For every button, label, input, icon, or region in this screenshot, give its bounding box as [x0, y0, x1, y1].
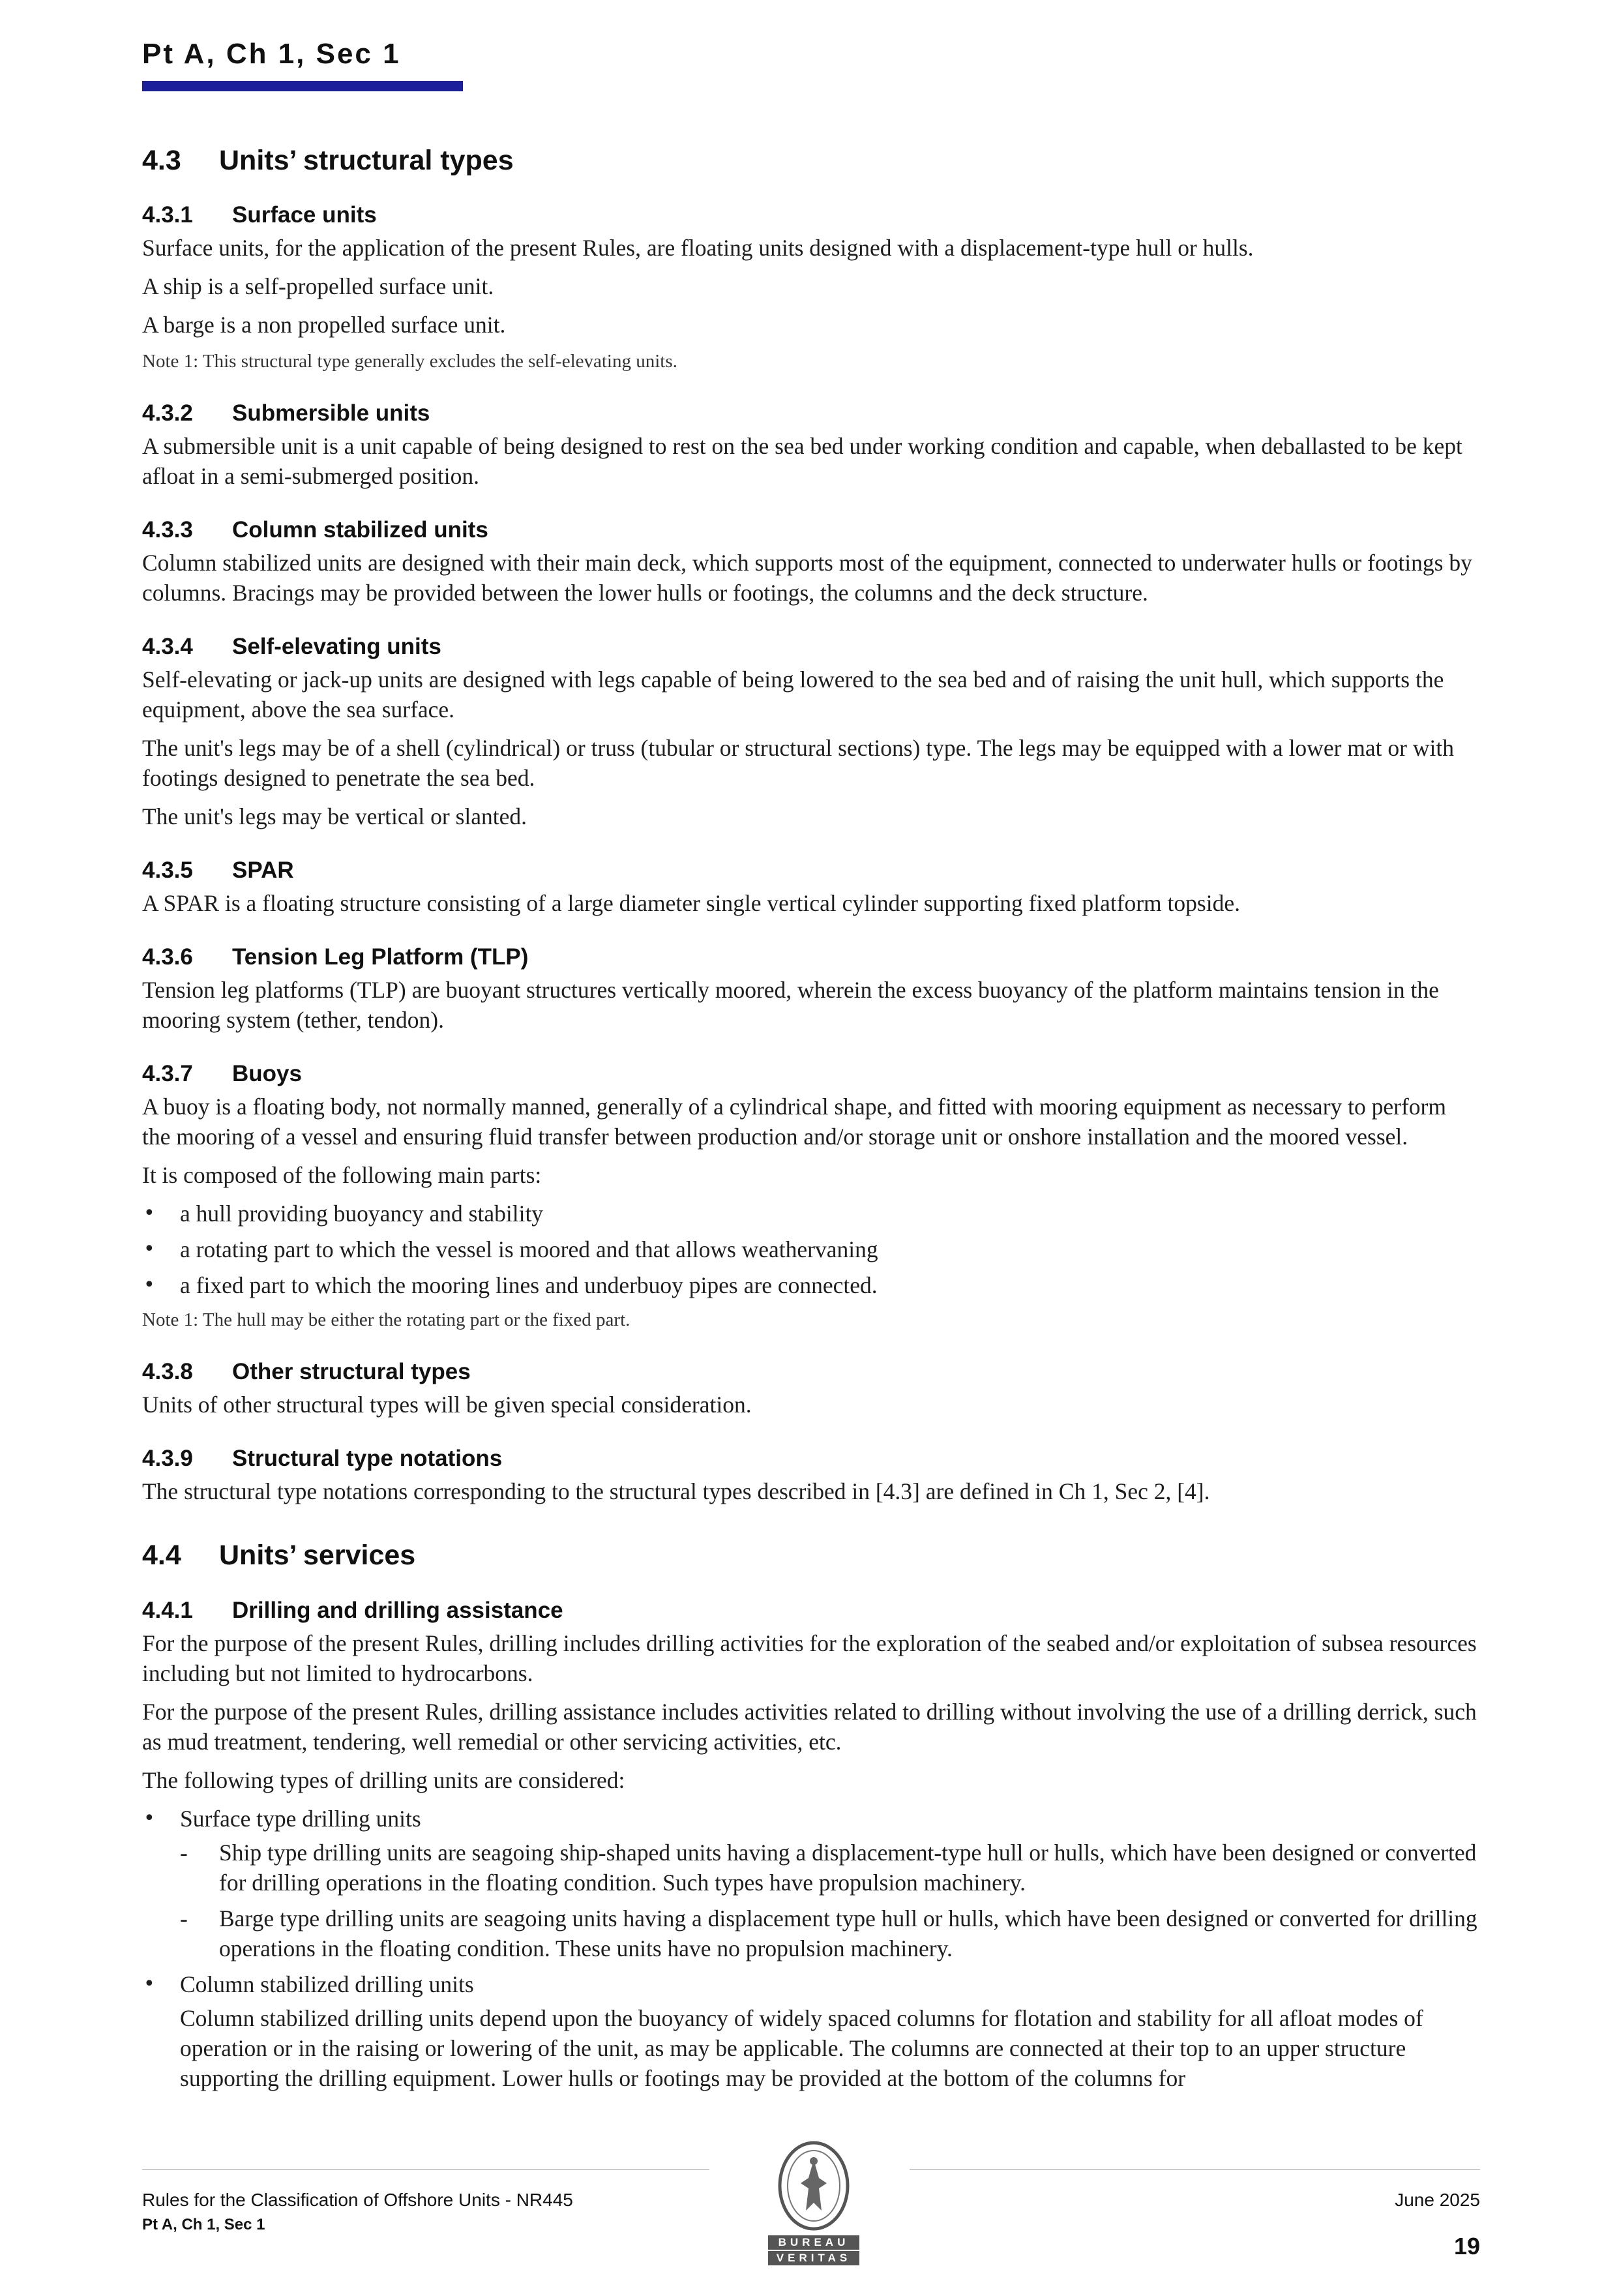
- list-item-text: Column stabilized drilling units: [180, 1971, 474, 1997]
- subsection-title: Submersible units: [232, 400, 430, 426]
- section-heading-4-3: [142, 145, 1480, 177]
- list-item-text: a hull providing buoyancy and stability: [180, 1200, 544, 1227]
- paragraph: A buoy is a floating body, not normally manned, generally of a cylindrical shape, and fitted with mooring equipment as necessary to perform the mooring of a vessel and ensuring fluid transfer between production and/or storage unit or onshore installation and the moored vessel.: [142, 1094, 1446, 1150]
- subsection-number: 4.3.5: [142, 857, 193, 884]
- paragraph: A SPAR is a floating structure consisting of a large diameter single vertical cylinder supporting fixed platform topside.: [142, 890, 1240, 917]
- subsection-title: Tension Leg Platform (TLP): [232, 944, 529, 970]
- bullet-list: [142, 1804, 1480, 2093]
- bureau-veritas-logo: [768, 2140, 859, 2264]
- bullet-list: [142, 1199, 1480, 1300]
- bullet-icon: •: [143, 1806, 155, 1830]
- footer-rule-left: [142, 2169, 709, 2170]
- subsection-number: 4.4.1: [142, 1597, 193, 1623]
- footer-section-ref: Pt A, Ch 1, Sec 1: [142, 2216, 265, 2233]
- subsection-heading-4-3-1: [142, 201, 1480, 229]
- subsection-heading-4-3-4: [142, 633, 1480, 661]
- dash-item-text: Ship type drilling units are seagoing ship-shaped units having a displacement-type hull or hulls, which have been designed or converted for drilling operations in the floating condition. Such types have propulsion machinery.: [219, 1839, 1477, 1896]
- subsection-title: Drilling and drilling assistance: [232, 1597, 563, 1623]
- header-section-ref: Pt A, Ch 1, Sec 1: [142, 38, 401, 70]
- section-title: Units’ structural types: [219, 145, 514, 176]
- dash-item: [180, 1838, 1480, 1898]
- paragraph: Self-elevating or jack-up units are designed with legs capable of being lowered to the sea bed and of raising the unit hull, which supports the equipment, above the sea surface.: [142, 666, 1444, 723]
- paragraph: Surface units, for the application of the present Rules, are floating units designed with a displacement-type hull or hulls.: [142, 235, 1254, 261]
- subsection-number: 4.3.4: [142, 634, 193, 660]
- note: Note 1: The hull may be either the rotating part or the fixed part.: [142, 1309, 630, 1331]
- subsection-number: 4.3.7: [142, 1061, 193, 1087]
- paragraph: The unit's legs may be of a shell (cylindrical) or truss (tubular or structural sections) type. The legs may be equipped with a lower mat or with footings designed to penetrate the sea bed.: [142, 735, 1454, 792]
- paragraph: Tension leg platforms (TLP) are buoyant structures vertically moored, wherein the excess buoyancy of the platform maintains tension in the mooring system (tether, tendon).: [142, 977, 1439, 1034]
- subsection-title: SPAR: [232, 857, 294, 884]
- list-item-text: a fixed part to which the mooring lines and underbuoy pipes are connected.: [180, 1272, 878, 1299]
- subsection-title: Self-elevating units: [232, 634, 441, 660]
- main-content: [142, 145, 1480, 2100]
- dash-list: [180, 1838, 1480, 1963]
- paragraph: Units of other structural types will be given special consideration.: [142, 1392, 752, 1418]
- section-heading-4-4: [142, 1540, 1480, 1572]
- paragraph: Column stabilized units are designed with their main deck, which supports most of the equipment, connected to underwater hulls or footings by columns. Bracings may be provided between the lower hulls or footings, the columns and the deck structure.: [142, 550, 1472, 606]
- dash-icon: -: [180, 1839, 188, 1866]
- page-number: 19: [1453, 2233, 1480, 2259]
- list-item: [142, 1804, 1480, 1963]
- paragraph: For the purpose of the present Rules, drilling includes drilling activities for the exploration of the seabed and/or exploitation of subsea resources including but not limited to hydrocarbons.: [142, 1630, 1477, 1686]
- subsection-title: Other structural types: [232, 1359, 471, 1385]
- footer-date: June 2025: [1395, 2190, 1480, 2210]
- dash-item-text: Barge type drilling units are seagoing units having a displacement type hull or hulls, which have been designed or converted for drilling operations in the floating condition. These units have no propulsion machinery.: [219, 1905, 1477, 1961]
- subsection-number: 4.3.1: [142, 202, 193, 228]
- subsection-number: 4.3.2: [142, 400, 193, 426]
- subsection-title: Surface units: [232, 202, 377, 228]
- list-item: [142, 1199, 1480, 1229]
- list-item: [142, 1270, 1480, 1300]
- subsection-heading-4-3-5: [142, 857, 1480, 884]
- paragraph: A ship is a self-propelled surface unit.: [142, 273, 494, 300]
- subsection-number: 4.3.8: [142, 1359, 193, 1385]
- subsection-heading-4-4-1: [142, 1597, 1480, 1624]
- paragraph: The structural type notations corresponding to the structural types described in [4.3] are defined in Ch 1, Sec 2, [4].: [142, 1478, 1210, 1505]
- subsection-number: 4.3.6: [142, 944, 193, 970]
- subsection-heading-4-3-3: [142, 516, 1480, 544]
- logo-text-top: BUREAU: [768, 2235, 859, 2250]
- subsection-title: Column stabilized units: [232, 517, 488, 543]
- subsection-number: 4.3.9: [142, 1446, 193, 1472]
- list-item-text: a rotating part to which the vessel is moored and that allows weathervaning: [180, 1236, 878, 1263]
- subsection-number: 4.3.3: [142, 517, 193, 543]
- paragraph: The following types of drilling units are considered:: [142, 1767, 625, 1793]
- list-item: [142, 1969, 1480, 2093]
- bullet-icon: •: [143, 1274, 155, 1297]
- footer-doc-title: Rules for the Classification of Offshore Units - NR445: [142, 2190, 573, 2210]
- list-item-text: Surface type drilling units: [180, 1805, 421, 1832]
- paragraph: The unit's legs may be vertical or slanted.: [142, 803, 527, 830]
- subsection-heading-4-3-9: [142, 1445, 1480, 1472]
- list-item-body: Column stabilized drilling units depend upon the buoyancy of widely spaced columns for flotation and stability for all afloat modes of operation or in the raising or lowering of the unit, as may be applicable. The columns are connected at their top to an upper structure supporting the drilling equipment. Lower hulls or footings may be provided at the bottom of the columns for: [180, 2005, 1423, 2091]
- bullet-icon: •: [143, 1972, 155, 1995]
- paragraph: A barge is a non propelled surface unit.: [142, 312, 506, 338]
- subsection-heading-4-3-6: [142, 944, 1480, 971]
- list-item: [142, 1234, 1480, 1264]
- paragraph: It is composed of the following main parts:: [142, 1162, 542, 1189]
- bullet-icon: •: [143, 1238, 155, 1261]
- section-number: 4.3: [142, 145, 181, 176]
- paragraph: For the purpose of the present Rules, drilling assistance includes activities related to drilling without involving the use of a drilling derrick, such as mud treatment, tendering, well remedial or other servicing activities, etc.: [142, 1698, 1477, 1755]
- header-accent-bar: [142, 81, 463, 91]
- dash-item: [180, 1903, 1480, 1963]
- subsection-heading-4-3-2: [142, 400, 1480, 427]
- subsection-title: Buoys: [232, 1061, 302, 1087]
- dash-icon: -: [180, 1905, 188, 1931]
- footer-rule-right: [910, 2169, 1480, 2170]
- logo-text-bottom: VERITAS: [768, 2251, 859, 2265]
- subsection-title: Structural type notations: [232, 1446, 503, 1472]
- logo-seal-icon: [768, 2140, 859, 2233]
- section-title: Units’ services: [219, 1540, 416, 1572]
- note: Note 1: This structural type generally excludes the self-elevating units.: [142, 351, 677, 372]
- subsection-heading-4-3-8: [142, 1358, 1480, 1386]
- paragraph: A submersible unit is a unit capable of being designed to rest on the sea bed under working condition and capable, when deballasted to be kept afloat in a semi-submerged position.: [142, 433, 1462, 490]
- section-number: 4.4: [142, 1540, 181, 1572]
- bullet-icon: •: [143, 1202, 155, 1225]
- subsection-heading-4-3-7: [142, 1060, 1480, 1088]
